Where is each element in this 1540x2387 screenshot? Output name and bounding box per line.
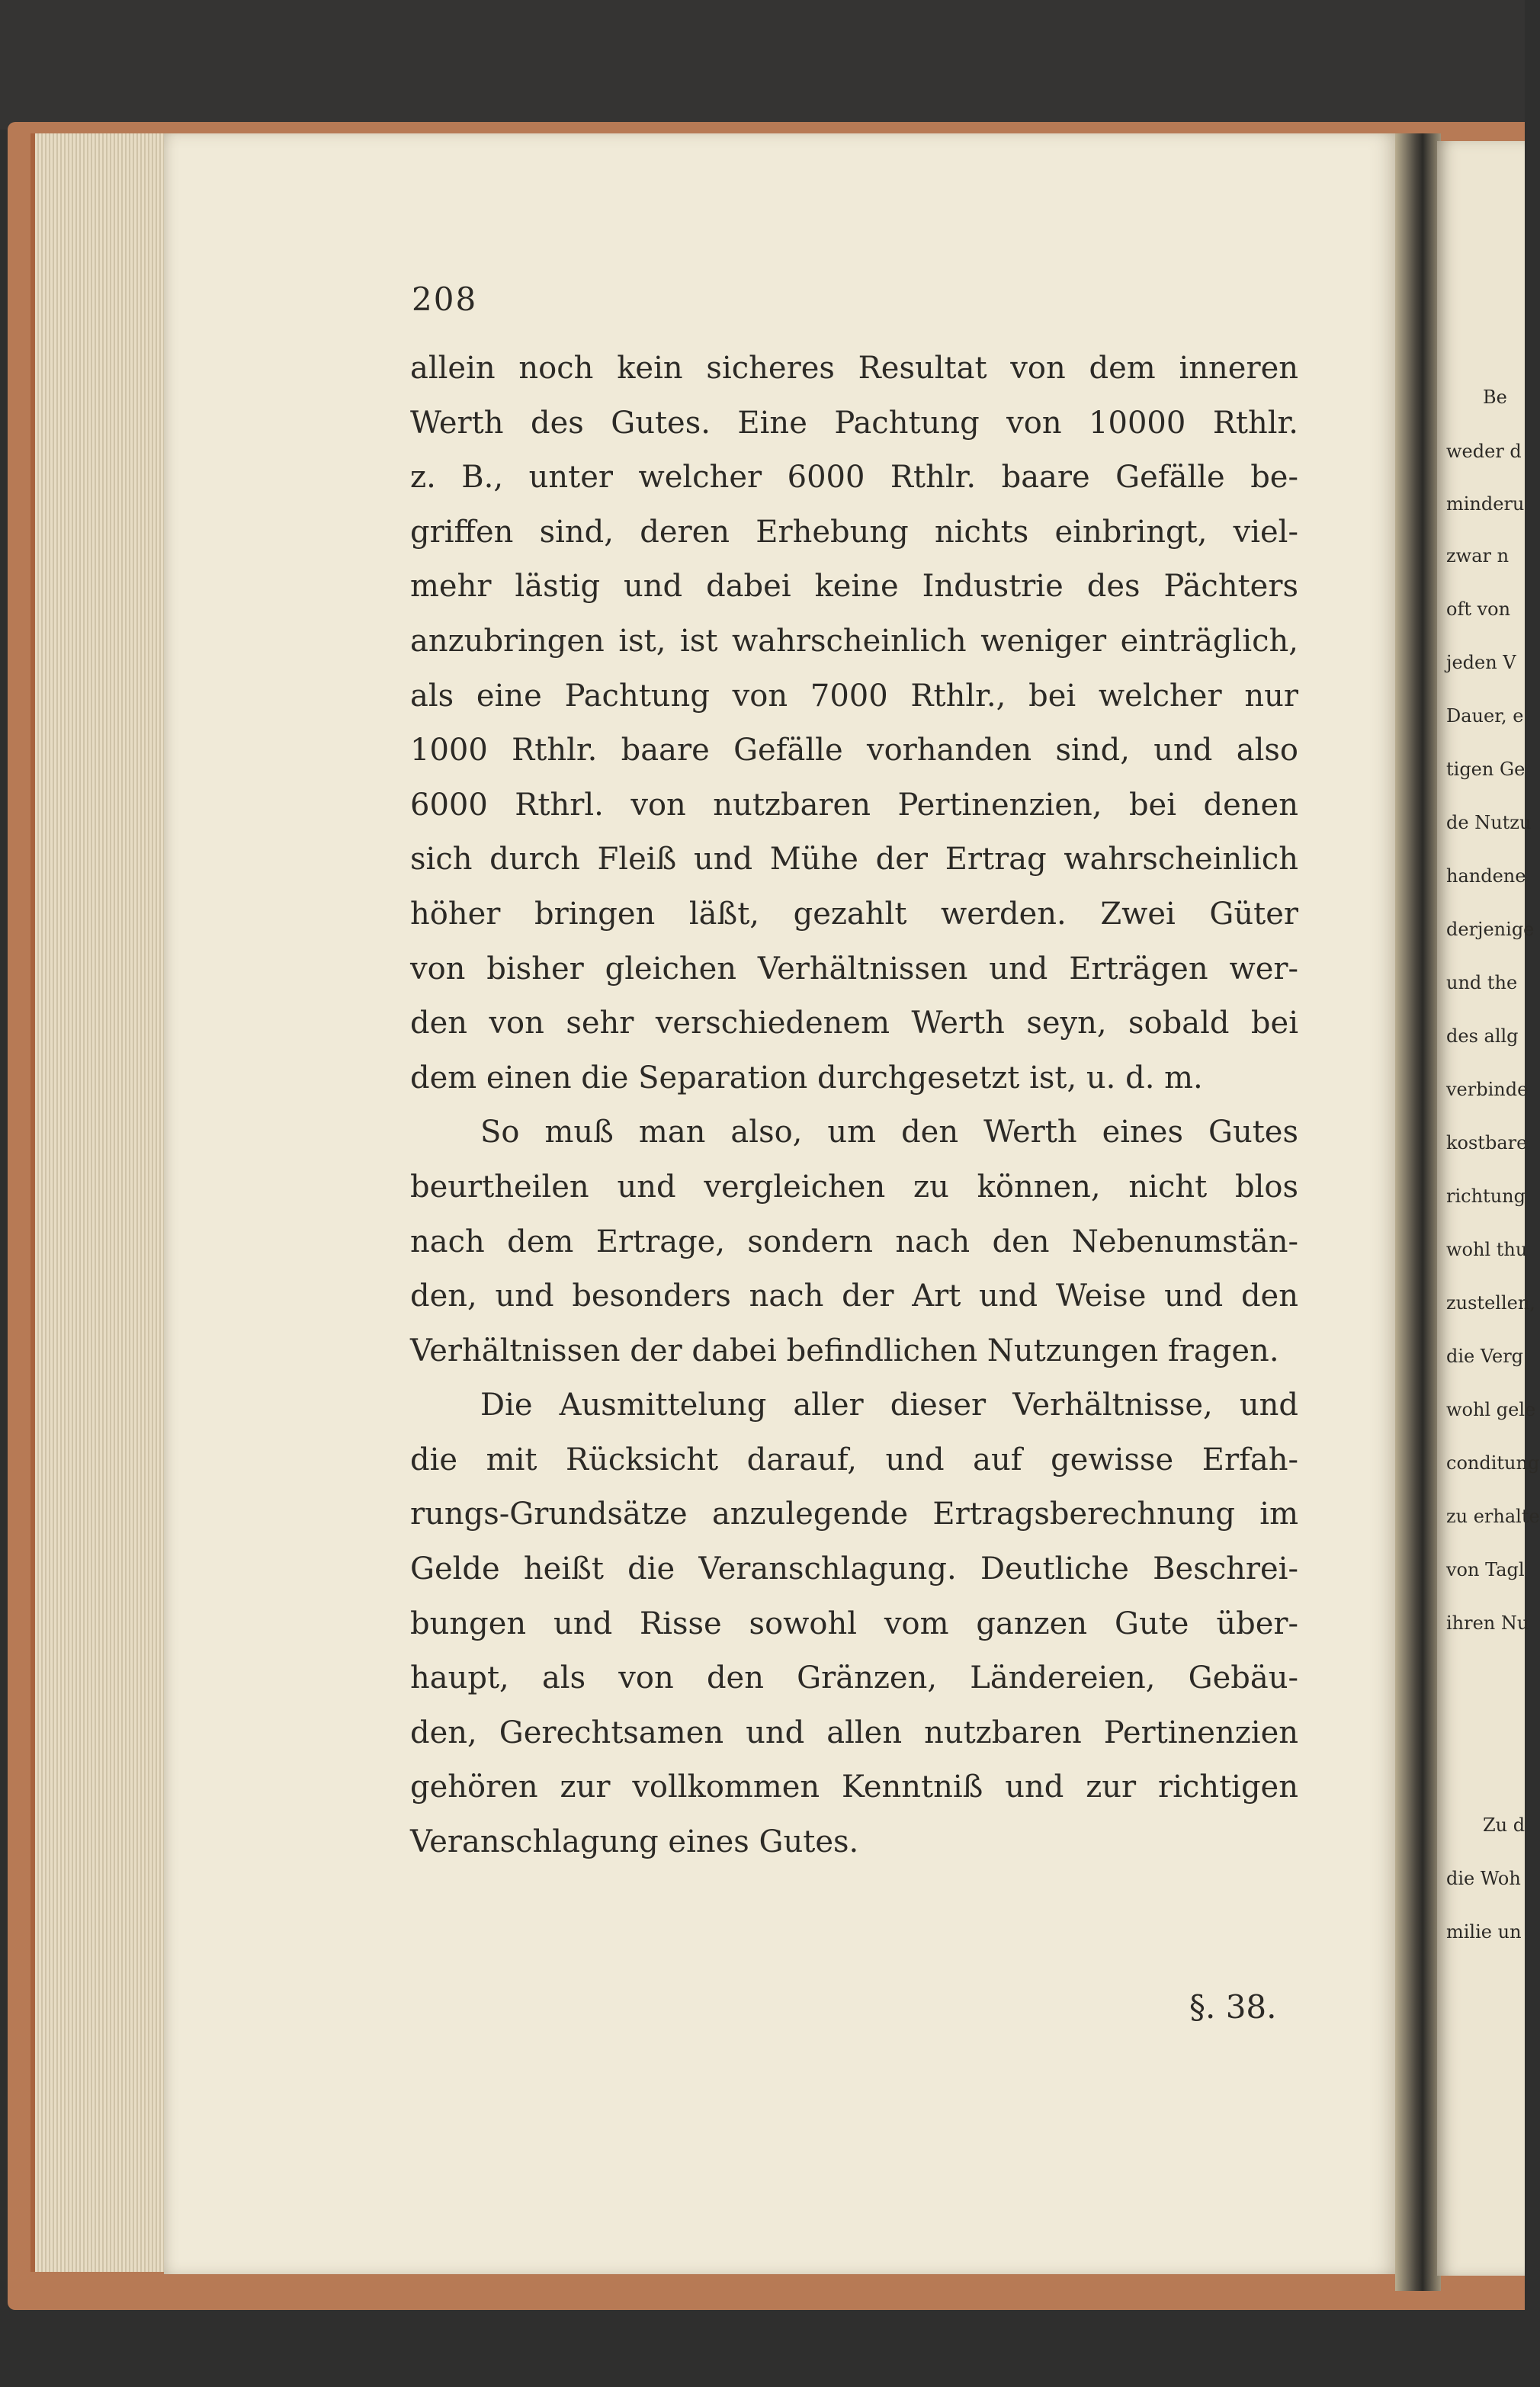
section-catchword: §. 38. — [1189, 1988, 1277, 2026]
right-line: conditung — [1446, 1452, 1540, 1474]
right-line: derjenige — [1446, 919, 1535, 940]
right-line: tigen Ge — [1446, 759, 1526, 780]
right-page-fragment — [1437, 141, 1540, 2276]
right-line: minderu — [1446, 493, 1525, 515]
page-stack-edge — [30, 133, 180, 2272]
page-number: 208 — [412, 281, 478, 318]
page-body-text — [410, 342, 1298, 1870]
background-top — [0, 0, 1525, 130]
right-line: des allg — [1446, 1025, 1519, 1047]
text-line: 6000 Rthrl. von nutzbaren Pertinenzien, bei denen — [410, 787, 1298, 823]
text-line: gehören zur vollkommen Kenntniß und zur richtigen — [410, 1769, 1298, 1805]
text-line: den, und besonders nach der Art und Weise und den — [410, 1279, 1298, 1314]
text-line: Veranschlagung eines Gutes. — [410, 1824, 859, 1860]
text-line: rungs-Grundsätze anzulegende Ertragsberechnung im — [410, 1497, 1298, 1532]
right-line: de Nutzu — [1446, 812, 1532, 833]
text-line: dem einen die Separation durchgesetzt ist, u. d. m. — [410, 1060, 1203, 1096]
text-line: sich durch Fleiß und Mühe der Ertrag wahrscheinlich — [410, 842, 1298, 877]
right-line: zustellen, — [1446, 1292, 1535, 1314]
text-line: beurtheilen und vergleichen zu können, nicht blos — [410, 1169, 1298, 1205]
right-line: ihren Nu — [1446, 1612, 1529, 1634]
text-line: haupt, als von den Gränzen, Ländereien, Gebäu- — [410, 1660, 1298, 1696]
text-line: 1000 Rthlr. baare Gefälle vorhanden sind, und also — [410, 733, 1298, 768]
text-line: bungen und Risse sowohl vom ganzen Gute über- — [410, 1606, 1298, 1641]
text-line: höher bringen läßt, gezahlt werden. Zwei Güter — [410, 896, 1298, 932]
right-line: oft von — [1446, 598, 1511, 620]
right-line: Zu d — [1483, 1814, 1526, 1836]
right-line: weder d — [1446, 441, 1522, 462]
right-line: die Woh — [1446, 1868, 1521, 1889]
text-line: als eine Pachtung von 7000 Rthlr., bei welcher nur — [410, 678, 1298, 714]
right-line: handene — [1446, 865, 1526, 887]
right-line: zu erhalte — [1446, 1506, 1540, 1527]
text-line: den, Gerechtsamen und allen nutzbaren Pertinenzien — [410, 1715, 1298, 1750]
text-line: den von sehr verschiedenem Werth seyn, sobald bei — [410, 1006, 1298, 1041]
right-line: die Verg — [1446, 1346, 1524, 1367]
right-line: wohl gele — [1446, 1399, 1536, 1420]
text-line: griffen sind, deren Erhebung nichts einbringt, viel- — [410, 514, 1298, 550]
right-line: richtung — [1446, 1185, 1526, 1207]
text-line: Gelde heißt die Veranschlagung. Deutliche Beschrei- — [410, 1551, 1298, 1587]
right-line: Dauer, e — [1446, 705, 1524, 727]
right-line: von Tagl — [1446, 1559, 1525, 1580]
text-line: z. B., unter welcher 6000 Rthlr. baare Gefälle be- — [410, 460, 1298, 496]
text-line: Verhältnissen der dabei befindlichen Nutzungen fragen. — [410, 1333, 1279, 1368]
right-line: und the — [1446, 972, 1518, 993]
text-line: die mit Rücksicht darauf, und auf gewisse Erfah- — [410, 1442, 1298, 1477]
right-line: kostbare — [1446, 1132, 1528, 1153]
text-line: anzubringen ist, ist wahrscheinlich weniger einträglich, — [410, 623, 1298, 659]
text-line: von bisher gleichen Verhältnissen und Erträgen wer- — [410, 951, 1298, 987]
text-line: So muß man also, um den Werth eines Gutes — [480, 1115, 1298, 1150]
book-gutter — [1395, 133, 1441, 2291]
text-line: mehr lästig und dabei keine Industrie des Pächters — [410, 569, 1298, 605]
right-line: Be — [1483, 387, 1507, 408]
right-line: milie un — [1446, 1921, 1522, 1943]
right-line: zwar n — [1446, 545, 1510, 566]
right-line: wohl thu — [1446, 1239, 1528, 1260]
text-line: nach dem Ertrage, sondern nach den Nebenumstän- — [410, 1224, 1298, 1259]
text-line: Werth des Gutes. Eine Pachtung von 10000 Rthlr. — [410, 405, 1298, 441]
right-line: jeden V — [1446, 652, 1516, 673]
right-line: verbinde — [1446, 1079, 1529, 1100]
text-line: Die Ausmittelung aller dieser Verhältnisse, und — [480, 1388, 1298, 1423]
text-line: allein noch kein sicheres Resultat von dem inneren — [410, 351, 1298, 386]
